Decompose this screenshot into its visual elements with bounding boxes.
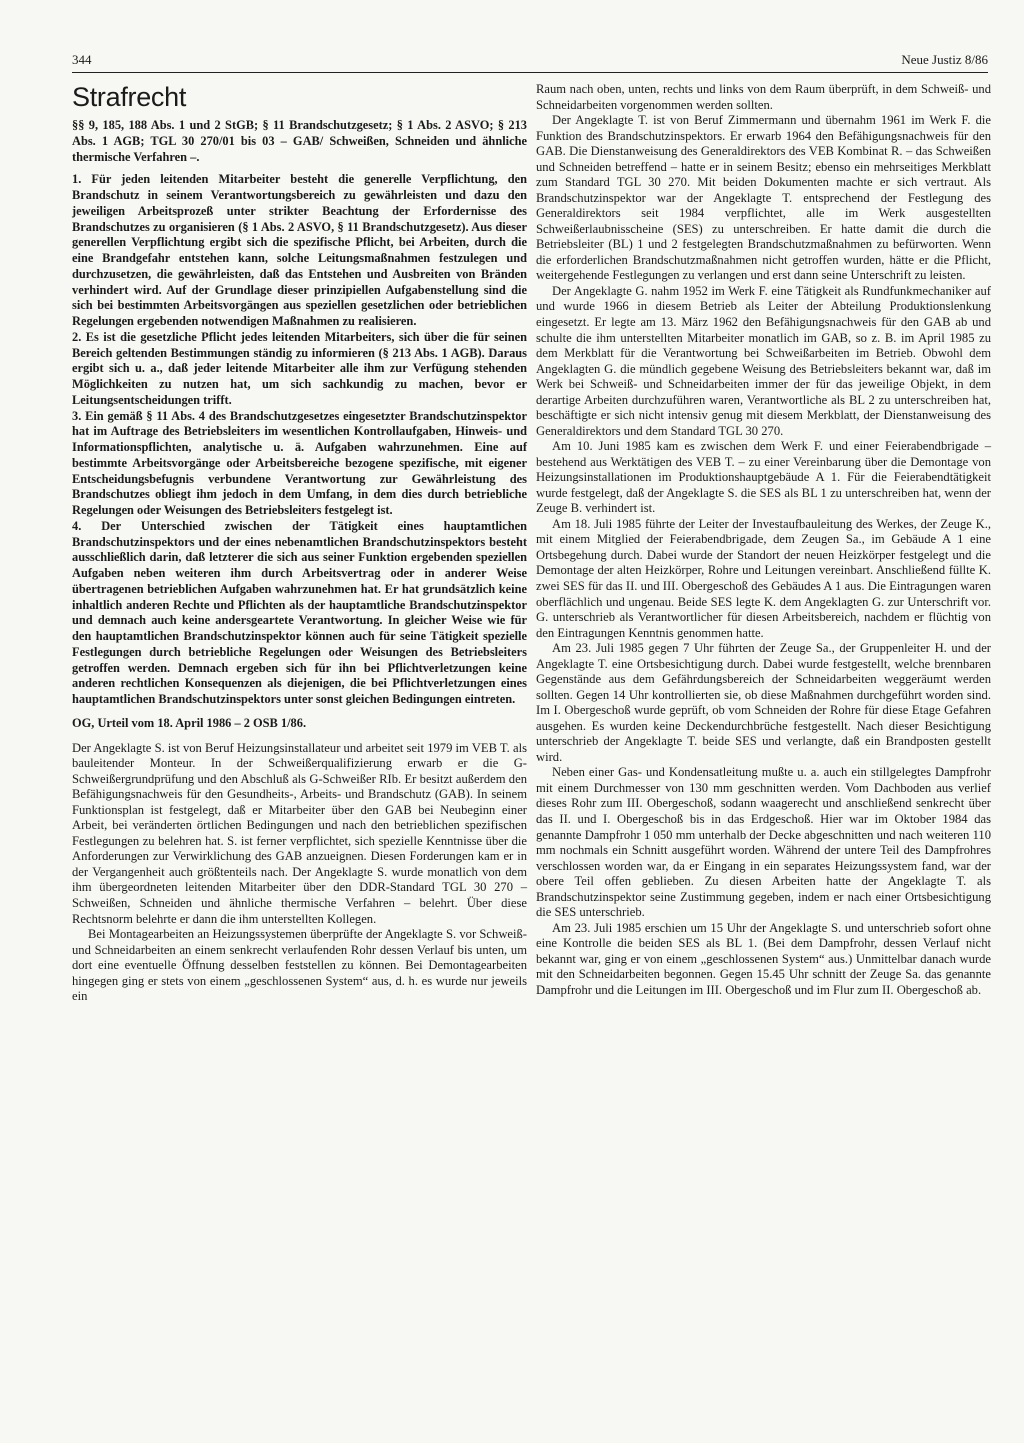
body-paragraph: Der Angeklagte G. nahm 1952 im Werk F. eine Tätigkeit als Rundfunkmechaniker auf und wurde 1966 in diesem Betrieb als Leiter der Abteilung Produktionslenkung eingesetzt. Er legte am 13. März 1962 den Befähigungsnachweis für den GAB ab und schulte die ihm unterstellten Mitarbeiter monatlich im GAB, so z. B. im April 1985 zu dem Merkblatt für die Verantwortung bei Schweißarbeiten im Betrieb. Obwohl dem Angeklagten G. die mündlich gegebene Weisung des Betriebsleiters bekannt war, daß im Werk bei Schweiß- und Schneidarbeiten immer der für das jeweilige Objekt, in dem derartige Arbeiten durchzuführen waren, Verantwortliche als BL 2 zu unterschreiben hat, beschäftigte er sich nicht intensiv genug mit diesem Merkblatt, der Dienstanweisung des Generaldirektors und dem Standard TGL 30 270. bbox=[536, 283, 991, 438]
journal-name: Neue Justiz 8/86 bbox=[901, 52, 988, 67]
body-paragraph: Der Angeklagte S. ist von Beruf Heizungsinstallateur und arbeitet seit 1979 im VEB T. als bauleitender Monteur. In der Schweißerqualifizierung erwarb er die G-Schweißergrundprüfung und den Abschluß als G-Schweißer RIb. Er besitzt außerdem den Befähigungsnachweis für den Gesundheits-, Arbeits- und Brandschutz (GAB). In seinem Funktionsplan ist festgelegt, daß er Mitarbeiter über den GAB bei Neubeginn einer Arbeit, bei veränderten örtlichen Bedingungen und nach den betrieblichen spezifischen Festlegungen zu belehren hat. S. ist ferner verpflichtet, sich spezielle Kenntnisse über die Anforderungen zur Verwirklichung des GAB anzueignen. Diesen Forderungen kam er in der Vergangenheit auch größtenteils nach. Der Angeklagte S. wurde monatlich von dem ihm übergeordneten leitenden Mitarbeiter über den DDR-Standard TGL 30 270 – Schweißen, Schneiden und ähnliche thermische Verfahren – belehrt. Über diese Rechtsnorm belehrte er dann die ihm unterstellten Kollegen. bbox=[72, 740, 527, 926]
body-paragraph: Am 23. Juli 1985 erschien um 15 Uhr der Angeklagte S. und unterschrieb sofort ohne eine Kontrolle die beiden SES als BL 1. (Bei dem Dampfrohr, dessen Verlauf nicht bekannt war, ging er von einem „geschlossenen System“ aus.) Unmittelbar danach wurde mit den Schneidarbeiten begonnen. Gegen 15.45 Uhr schnitt der Zeuge Sa. das genannte Dampfrohr und die Leitungen im III. Obergeschoß und im Flur zum II. Obergeschoß ab. bbox=[536, 920, 991, 997]
headnote-4: 4. Der Unterschied zwischen der Tätigkeit eines hauptamtlichen Brandschutzinspektors und der eines nebenamtlichen Brandschutzinspektors besteht ausschließlich darin, daß letzterer die sich aus seiner Funktion ergebenden speziellen Aufgaben neben weiteren ihm durch Arbeitsvertrag oder in anderer Weise übertragenen betrieblichen Aufgaben wahrzunehmen hat. Er hat grundsätzlich keine inhaltlich anderen Rechte und Pflichten als der hauptamtliche Brandschutzinspektor und demnach auch keine andersgeartete Verantwortung. In gleicher Weise wie für den hauptamtlichen Brandschutzinspektor können auch für seine Tätigkeit spezielle Festlegungen durch betriebliche Regelungen oder Weisungen des Betriebsleiters getroffen werden. Demnach ergeben sich für ihn bei Pflichtverletzungen keine anderen rechtlichen Konsequenzen als diejenigen, die bei Pflichtverletzungen eines hauptamtlichen Brandschutzinspektors unter sonst gleichen Bedingungen eintreten. bbox=[72, 518, 527, 706]
body-paragraph: Bei Montagearbeiten an Heizungssystemen überprüfte der Angeklagte S. vor Schweiß- und Schneidarbeiten an einem senkrecht verlaufenden Rohr dessen Verlauf bis unten, um dort eine eventuelle Öffnung desselben feststellen zu können. Bei Demontagearbeiten hingegen ging er stets von einem „geschlossenen System“ aus, d. h. es wurde nur jeweils ein bbox=[72, 927, 527, 1004]
body-paragraph: Am 23. Juli 1985 gegen 7 Uhr führten der Zeuge Sa., der Gruppenleiter H. und der Angeklagte T. eine Ortsbesichtigung durch. Dabei wurde festgestellt, welche brennbaren Gegenstände aus dem Gefährdungsbereich der Schneidarbeiten weggeräumt werden sollten. Gegen 14 Uhr kontrollierten sie, ob diese Maßnahmen durchgeführt worden sind. Im I. Obergeschoß wurde geprüft, ob vom Schneiden der Rohre für diese Etage Gefahren ausgehen. Es wurden keine Deckendurchbrüche festgestellt. Nach dieser Besichtigung unterschrieb der Angeklagte T. beide SES und verlangte, daß ein Brandposten gestellt wird. bbox=[536, 641, 991, 764]
page-number: 344 bbox=[72, 52, 92, 67]
page-header bbox=[72, 52, 988, 72]
body-paragraph: Neben einer Gas- und Kondensatleitung mußte u. a. auch ein stillgelegtes Dampfrohr mit einem Durchmesser von 130 mm geschnitten werden. Vom Dachboden aus verlief dieses Rohr zum III. Obergeschoß, sodann waagerecht und anschließend senkrecht über das II. und I. Obergeschoß bis in das Erdgeschoß. Hier war im Oktober 1984 das genannte Dampfrohr 1 050 mm unterhalb der Decke abgeschnitten und nach weiteren 110 mm nochmals ein Schnitt ausgeführt worden. Während der untere Teil des Dampfrohres verschlossen worden war, da er Eingang in ein separates Heizungssystem fand, war der obere Teil offen geblieben. Zu diesen Arbeiten hatte der Angeklagte T. als Brandschutzinspektor seine Zustimmung gegeben, indem er nach einer Ortsbesichtigung die SES unterschrieb. bbox=[536, 765, 991, 920]
body-paragraph: Raum nach oben, unten, rechts und links von dem Raum überprüft, in dem Schweiß- und Schneidarbeiten vorgenommen werden sollten. bbox=[536, 82, 991, 112]
court-verdict: OG, Urteil vom 18. April 1986 – 2 OSB 1/86. bbox=[72, 715, 307, 730]
body-paragraph: Am 18. Juli 1985 führte der Leiter der Investaufbauleitung des Werkes, der Zeuge K., mit einem Mitglied der Feierabendbrigade, dem Zeugen Sa., im Gebäude A 1 eine Ortsbegehung durch. Dabei wurde der Standort der neuen Heizkörper festgelegt und die Demontage der alten Heizkörper, Rohre und Leitungen vereinbart. Anschließend füllte K. zwei SES für das II. und III. Obergeschoß des Gebäudes A 1 aus. Die Eintragungen waren oberflächlich und ungenau. Beide SES legte K. dem Angeklagten G. zur Unterschrift vor. G. unterschrieb als Verantwortlicher für diesen Arbeitsbereich, nachdem er flüchtig von den Eintragungen Kenntnis genommen hatte. bbox=[536, 516, 991, 640]
section-title: Strafrecht bbox=[72, 82, 187, 112]
legal-references: §§ 9, 185, 188 Abs. 1 und 2 StGB; § 11 Brandschutzgesetz; § 1 Abs. 2 ASVO; § 213 Abs. 1 AGB; TGL 30 270/01 bis 03 – GAB/ Schweißen, Schneiden und ähnliche thermische Verfahren –. bbox=[72, 118, 527, 164]
headnote-2: 2. Es ist die gesetzliche Pflicht jedes leitenden Mitarbeiters, sich über die für seinen Bereich geltenden Bestimmungen ständig zu informieren (§ 213 Abs. 1 AGB). Daraus ergibt sich u. a., daß jeder leitende Mitarbeiter alle ihm zur Verfügung stehenden Möglichkeiten zu nutzen hat, um sich sachkundig zu machen, bevor er Leitungsentscheidungen trifft. bbox=[72, 329, 527, 407]
headnote-3: 3. Ein gemäß § 11 Abs. 4 des Brandschutzgesetzes eingesetzter Brandschutzinspektor hat im Auftrage des Betriebsleiters im wesentlichen Kontrollaufgaben, Hinweis- und Informationspflichten, analytische u. ä. Aufgaben wahrzunehmen. Eine auf bestimmte Arbeitsvorgänge oder Arbeitsbereiche bezogene spezifische, mit eigener Entscheidungsbefugnis verbundene Verantwortung zur Gewährleistung des Brandschutzes obliegt ihm jedoch in dem Umfang, in dem dies durch betriebliche Regelungen oder Weisungen des Betriebsleiters festgelegt ist. bbox=[72, 408, 527, 517]
left-column bbox=[72, 118, 527, 1005]
header-rule bbox=[72, 72, 988, 73]
headnote-1: 1. Für jeden leitenden Mitarbeiter besteht die generelle Verpflichtung, den Brandschutz in seinem Verantwortungsbereich zu gewährleisten und dazu den jeweiligen Arbeitsprozeß unter strikter Beachtung der Erfordernisse des Brandschutzes zu organisieren (§ 1 Abs. 2 ASVO, § 11 Brandschutzgesetz). Aus dieser generellen Verpflichtung ergibt sich die spezifische Pflicht, bei Arbeiten, durch die eine Brandgefahr entstehen kann, solche Leitungsmaßnahmen festzulegen und durchzusetzen, die gewährleisten, daß das Entstehen und Ausbreiten von Bränden verhindert wird. Auf der Grundlage dieser prinzipiellen Aufgabenstellung sind die sich bei bestimmten Arbeitsvorgängen aus speziellen gesetzlichen oder betrieblichen Regelungen ergebenden notwendigen Maßnahmen zu realisieren. bbox=[72, 172, 527, 328]
body-paragraph: Der Angeklagte T. ist von Beruf Zimmermann und übernahm 1961 im Werk F. die Funktion des Brandschutzinspektors. Er erwarb 1964 den Befähigungsnachweis für den GAB. Die Dienstanweisung des Generaldirektors des VEB Kombinat R. – das Schweißen und Schneiden betreffend – hatte er in seinem Besitz; ebenso ein mehrseitiges Merkblatt zum Standard TGL 30 270. Mit beiden Dokumenten machte er sich vertraut. Als Brandschutzinspektor war der Angeklagte T. entsprechend der Festlegung des Generaldirektors seit 1984 verpflichtet, alle im Werk ausgestellten Schweißerlaubnisscheine (SES) zu unterschreiben. Er hatte damit die durch die Betriebsleiter (BL) 1 und 2 festgelegten Brandschutzmaßnahmen zu befürworten. Wenn die erforderlichen Brandschutzmaßnahmen nicht getroffen wurden, hätte er die Pflicht, weitergehende Festlegungen zu verlangen und erst dann seine Unterschrift zu leisten. bbox=[536, 113, 991, 283]
right-column bbox=[536, 82, 991, 998]
body-paragraph: Am 10. Juni 1985 kam es zwischen dem Werk F. und einer Feierabendbrigade – bestehend aus Werktätigen des VEB T. – zu einer Vereinbarung über die Demontage von Heizungsinstallationen im Produktionshauptgebäude A 1. Für die Feierabendtätigkeit wurde festgelegt, daß der Angeklagte S. die SES als BL 1 zu unterschreiben hat, wenn der Zeuge B. verhindert ist. bbox=[536, 439, 991, 516]
